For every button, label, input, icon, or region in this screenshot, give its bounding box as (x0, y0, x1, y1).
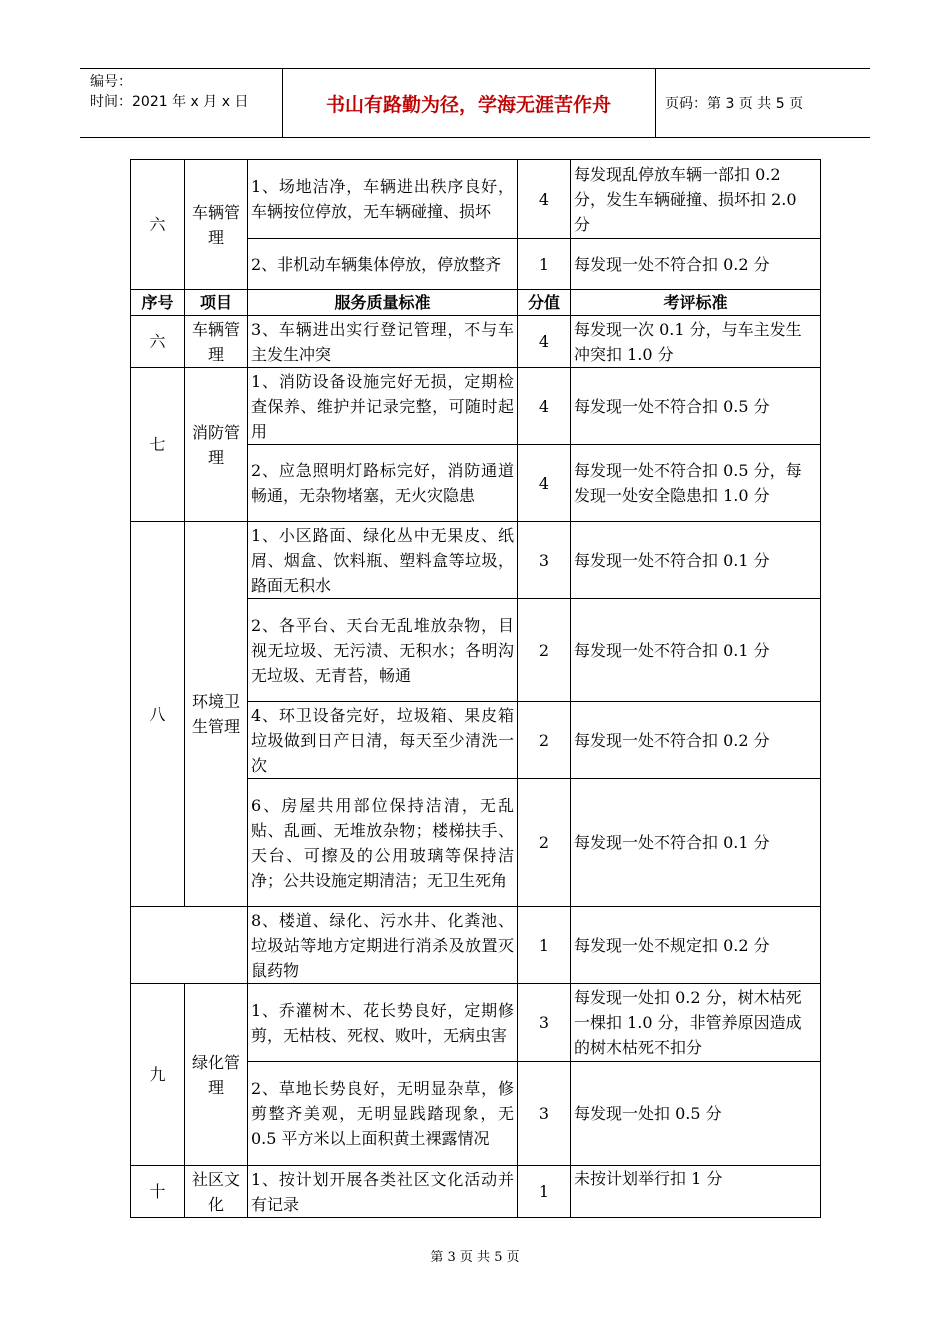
evaluation-cell: 每发现一处不符合扣 0.1 分 (571, 779, 821, 907)
seq-cell: 七 (131, 368, 185, 522)
column-header-seq: 序号 (131, 290, 185, 316)
score-cell: 2 (518, 702, 571, 779)
service-standard-table (130, 159, 821, 1218)
standard-cell: 4、环卫设备完好，垃圾箱、果皮箱垃圾做到日产日清，每天至少清洗一次 (248, 702, 518, 779)
standard-cell: 2、非机动车辆集体停放，停放整齐 (248, 239, 518, 290)
header-divider (655, 69, 656, 137)
seq-cell: 八 (131, 522, 185, 907)
evaluation-cell: 每发现一处不符合扣 0.1 分 (571, 599, 821, 702)
table-row (131, 1166, 821, 1218)
standard-cell: 2、草地长势良好，无明显杂草，修剪整齐美观，无明显践踏现象，无 0.5 平方米以上面积黄土裸露情况 (248, 1062, 518, 1166)
standard-cell: 2、应急照明灯路标完好，消防通道畅通，无杂物堵塞，无火灾隐患 (248, 445, 518, 522)
standard-cell: 2、各平台、天台无乱堆放杂物，目视无垃圾、无污渍、无积水；各明沟无垃圾、无青苔，畅通 (248, 599, 518, 702)
standard-cell: 1、场地洁净，车辆进出秩序良好，车辆按位停放，无车辆碰撞、损坏 (248, 160, 518, 239)
item-cell: 车辆管理 (185, 316, 248, 368)
score-cell: 3 (518, 1062, 571, 1166)
score-cell: 1 (518, 1166, 571, 1218)
standard-cell: 1、小区路面、绿化丛中无果皮、纸屑、烟盒、饮料瓶、塑料盒等垃圾，路面无积水 (248, 522, 518, 599)
score-cell: 4 (518, 368, 571, 445)
evaluation-cell: 每发现一处不符合扣 0.2 分 (571, 702, 821, 779)
score-cell: 3 (518, 522, 571, 599)
item-cell: 社区文化 (185, 1166, 248, 1218)
standard-cell: 6、房屋共用部位保持洁清，无乱贴、乱画、无堆放杂物；楼梯扶手、天台、可擦及的公用玻璃等保持洁净；公共设施定期清洁；无卫生死角 (248, 779, 518, 907)
seq-cell: 六 (131, 160, 185, 290)
standard-cell: 1、消防设备设施完好无损，定期检查保养、维护并记录完整，可随时起用 (248, 368, 518, 445)
score-cell: 1 (518, 239, 571, 290)
standard-cell: 3、车辆进出实行登记管理，不与车主发生冲突 (248, 316, 518, 368)
item-cell: 环境卫生管理 (185, 522, 248, 907)
table-row (131, 368, 821, 445)
header-meta (90, 72, 248, 112)
standard-cell: 1、按计划开展各类社区文化活动并有记录 (248, 1166, 518, 1218)
seq-cell: 九 (131, 984, 185, 1166)
evaluation-cell: 每发现一处扣 0.2 分，树木枯死一棵扣 1.0 分，非管养原因造成的树木枯死不扣分 (571, 984, 821, 1062)
table-row (131, 984, 821, 1062)
column-header-item: 项目 (185, 290, 248, 316)
evaluation-cell: 每发现乱停放车辆一部扣 0.2 分，发生车辆碰撞、损坏扣 2.0 分 (571, 160, 821, 239)
standard-cell: 8、楼道、绿化、污水井、化粪池、垃圾站等地方定期进行消杀及放置灭鼠药物 (248, 907, 518, 984)
score-cell: 4 (518, 316, 571, 368)
empty-cell (131, 907, 248, 984)
score-cell: 2 (518, 779, 571, 907)
table-row (131, 907, 821, 984)
table-row (131, 160, 821, 239)
item-cell: 消防管理 (185, 368, 248, 522)
header-slogan: 书山有路勤为径，学海无涯苦作舟 (325, 93, 611, 116)
evaluation-cell: 每发现一次 0.1 分，与车主发生冲突扣 1.0 分 (571, 316, 821, 368)
page-header (80, 68, 870, 138)
item-cell: 车辆管理 (185, 160, 248, 290)
evaluation-cell: 每发现一处扣 0.5 分 (571, 1062, 821, 1166)
score-cell: 4 (518, 160, 571, 239)
evaluation-cell: 每发现一处不规定扣 0.2 分 (571, 907, 821, 984)
evaluation-cell: 每发现一处不符合扣 0.2 分 (571, 239, 821, 290)
item-cell: 绿化管理 (185, 984, 248, 1166)
seq-cell: 六 (131, 316, 185, 368)
header-page: 页码：第 3 页 共 5 页 (665, 96, 804, 112)
table-row (131, 522, 821, 599)
column-header-standard: 服务质量标准 (248, 290, 518, 316)
header-number: 编号： (90, 74, 132, 90)
score-cell: 1 (518, 907, 571, 984)
evaluation-cell: 未按计划举行扣 1 分 (571, 1166, 821, 1218)
score-cell: 4 (518, 445, 571, 522)
header-date: 时间：2021 年 x 月 x 日 (90, 94, 249, 110)
column-header-evaluation: 考评标准 (571, 290, 821, 316)
evaluation-cell: 每发现一处不符合扣 0.5 分 (571, 368, 821, 445)
table-header-row (131, 290, 821, 316)
score-cell: 2 (518, 599, 571, 702)
evaluation-cell: 每发现一处不符合扣 0.1 分 (571, 522, 821, 599)
table-row (131, 316, 821, 368)
standard-cell: 1、乔灌树木、花长势良好，定期修剪，无枯枝、死杈、败叶，无病虫害 (248, 984, 518, 1062)
score-cell: 3 (518, 984, 571, 1062)
evaluation-cell: 每发现一处不符合扣 0.5 分，每发现一处安全隐患扣 1.0 分 (571, 445, 821, 522)
column-header-score: 分值 (518, 290, 571, 316)
page-footer: 第 3 页 共 5 页 (430, 1250, 520, 1265)
seq-cell: 十 (131, 1166, 185, 1218)
